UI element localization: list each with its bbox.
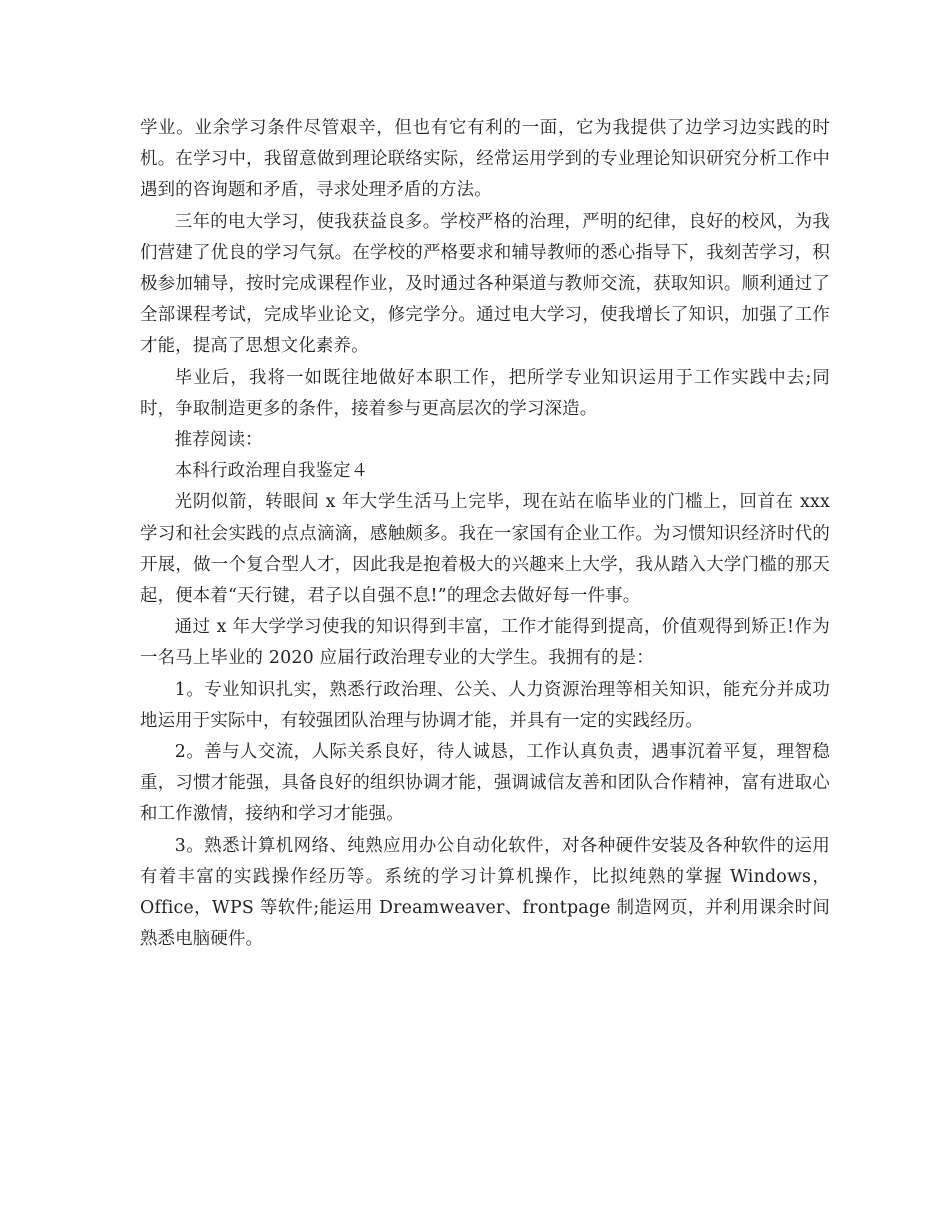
section-heading: 本科行政治理自我鉴定４ (174, 461, 369, 482)
list-item: 1。专业知识扎实，熟悉行政治理、公关、人力资源治理等相关知识，能充分并成功地运用于实际中，有较强团队治理与协调才能，并具有一定的实践经历。 (140, 679, 830, 731)
list-item: 3。熟悉计算机网络、纯熟应用办公自动化软件，对各种硬件安装及各种软件的运用有着丰富的实践操作经历等。系统的学习计算机操作，比拟纯熟的掌握 Windows，Office，WPS 等软件;能运用 Dreamweaver、frontpage 制造网页，并利用课余时间熟悉电脑硬件。 (140, 835, 830, 950)
list-item: 2。善与人交流，人际关系良好，待人诚恳，工作认真负责，遇事沉着平复，理智稳重，习惯才能强，具备良好的组织协调才能，强调诚信友善和团队合作精神，富有进取心和工作激情，接纳和学习才能强。 (140, 742, 830, 825)
paragraph: 通过 x 年大学学习使我的知识得到丰富，工作才能得到提高，价值观得到矫正!作为一名马上毕业的 2020 应届行政治理专业的大学生。我拥有的是： (140, 617, 830, 669)
paragraph: 三年的电大学习，使我获益良多。学校严格的治理，严明的纪律，良好的校风，为我们营建了优良的学习气氛。在学校的严格要求和辅导教师的悉心指导下，我刻苦学习，积极参加辅导，按时完成课程作业，及时通过各种渠道与教师交流，获取知识。顺利通过了全部课程考试，完成毕业论文，修完学分。通过电大学习，使我增长了知识，加强了工作才能，提高了思想文化素养。 (140, 211, 830, 357)
document-body (140, 113, 830, 955)
paragraph: 光阴似箭，转眼间 x 年大学生活马上完毕，现在站在临毕业的门槛上，回首在 xxx 学习和社会实践的点点滴滴，感触颇多。我在一家国有企业工作。为习惯知识经济时代的开展，做一个复合型人才，因此我是抱着极大的兴趣来上大学，我从踏入大学门槛的那天起，便本着“天行键，君子以自强不息!”的理念去做好每一件事。 (140, 492, 830, 607)
paragraph: 学业。业余学习条件尽管艰辛，但也有它有利的一面，它为我提供了边学习边实践的时机。在学习中，我留意做到理论联络实际，经常运用学到的专业理论知识研究分析工作中遇到的咨询题和矛盾，寻求处理矛盾的方法。 (140, 118, 830, 201)
paragraph: 毕业后，我将一如既往地做好本职工作，把所学专业知识运用于工作实践中去;同时，争取制造更多的条件，接着参与更高层次的学习深造。 (140, 367, 830, 419)
recommended-reading-label: 推荐阅读： (174, 430, 263, 451)
